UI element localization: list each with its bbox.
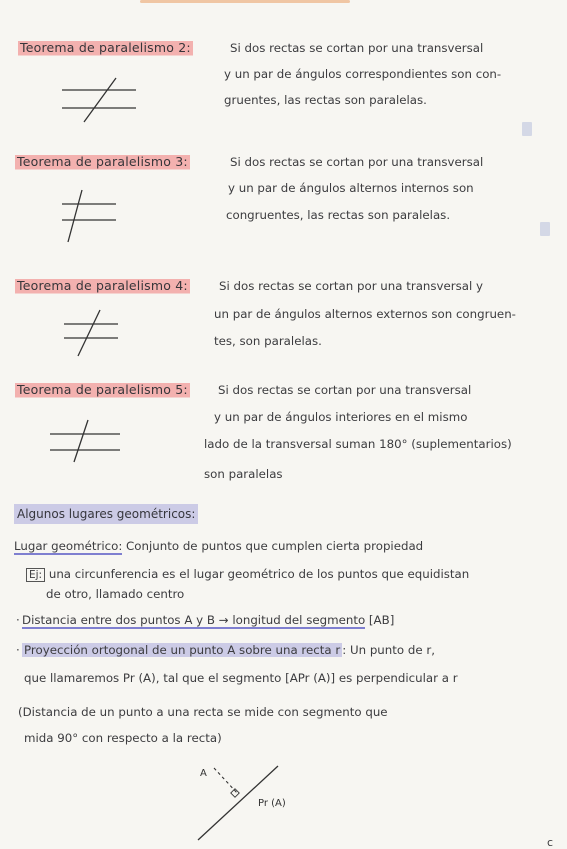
locus-definition-term: Lugar geométrico: [14, 539, 123, 553]
theorem-5-line-1: Si dos rectas se cortan por una transversal [218, 383, 472, 397]
projection-line-4: mida 90° con respecto a la recta) [24, 731, 222, 745]
distance-bullet: · Distancia entre dos puntos A y B → longitud del segmento [AB] [16, 610, 394, 630]
theorem-5-line-4: son paralelas [204, 467, 283, 481]
locus-example-line-2: de otro, llamado centro [46, 587, 185, 601]
projection-label: Pr (A) [258, 798, 286, 809]
projection-term: Proyección ortogonal de un punto A sobre una recta r [24, 643, 341, 657]
margin-mark [540, 222, 550, 236]
projection-rest: : Un punto de r, [342, 643, 435, 657]
theorem-3-title: Teorema de paralelismo 3: [15, 152, 190, 172]
theorem-5-title: Teorema de paralelismo 5: [15, 380, 190, 400]
theorem-2-line-2: y un par de ángulos correspondientes son con- [224, 67, 502, 81]
theorem-4-line-3: tes, son paralelas. [214, 334, 322, 348]
theorem-3-line-2: y un par de ángulos alternos internos son [228, 181, 474, 195]
projection-line-2-pre: que llamaremos Pr (A), tal que el segmento [24, 671, 282, 685]
theorem-5-line-2: y un par de ángulos interiores en el mismo [214, 410, 468, 424]
top-highlight-band [140, 0, 350, 3]
margin-mark [522, 122, 532, 136]
theorem-2-line-1: Si dos rectas se cortan por una transversal [230, 41, 484, 55]
bullet-dot-icon: · [16, 643, 20, 657]
example-text-1: una circunferencia es el lugar geométrico de los puntos que equidistan [45, 567, 470, 581]
projection-line-2: que llamaremos Pr (A), tal que el segmento [APr (A)] es perpendicular a r [24, 671, 458, 685]
distance-segment: AB [373, 613, 390, 627]
example-label: Ej: [26, 568, 45, 582]
theorem-3-line-1: Si dos rectas se cortan por una transversal [230, 155, 484, 169]
theorem-4-title: Teorema de paralelismo 4: [15, 276, 190, 296]
locus-definition [14, 536, 423, 556]
loci-section-title: Algunos lugares geométricos: [14, 504, 198, 524]
point-a-label: A [200, 768, 207, 779]
locus-definition-text: Conjunto de puntos que cumplen cierta propiedad [122, 539, 424, 553]
theorem-2-figure [58, 76, 148, 124]
locus-example-line-1 [26, 564, 469, 585]
projection-line-3: (Distancia de un punto a una recta se mide con segmento que [18, 705, 388, 719]
projection-line-1 [16, 640, 435, 660]
theorem-3-line-3: congruentes, las rectas son paralelas. [226, 208, 451, 222]
projection-diagram [190, 760, 320, 846]
theorem-5-line-3: lado de la transversal suman 180° (suplementarios) [204, 437, 512, 451]
projection-line-2-post: es perpendicular a r [335, 671, 458, 685]
theorem-5-figure [48, 416, 128, 466]
theorem-2-line-3: gruentes, las rectas son paralelas. [224, 93, 427, 107]
projection-segment: APr (A) [289, 671, 331, 685]
theorem-2-title: Teorema de paralelismo 2: [18, 38, 193, 58]
page-corner-mark: c [547, 836, 554, 849]
distance-text: Distancia entre dos puntos A y B → longitud del segmento [22, 613, 366, 627]
theorem-4-line-2: un par de ángulos alternos externos son congruen- [214, 307, 516, 321]
theorem-4-line-1: Si dos rectas se cortan por una transversal y [219, 279, 484, 293]
theorem-4-figure [60, 308, 130, 358]
theorem-3-figure [58, 188, 128, 244]
bullet-dot-icon: · [16, 613, 20, 627]
